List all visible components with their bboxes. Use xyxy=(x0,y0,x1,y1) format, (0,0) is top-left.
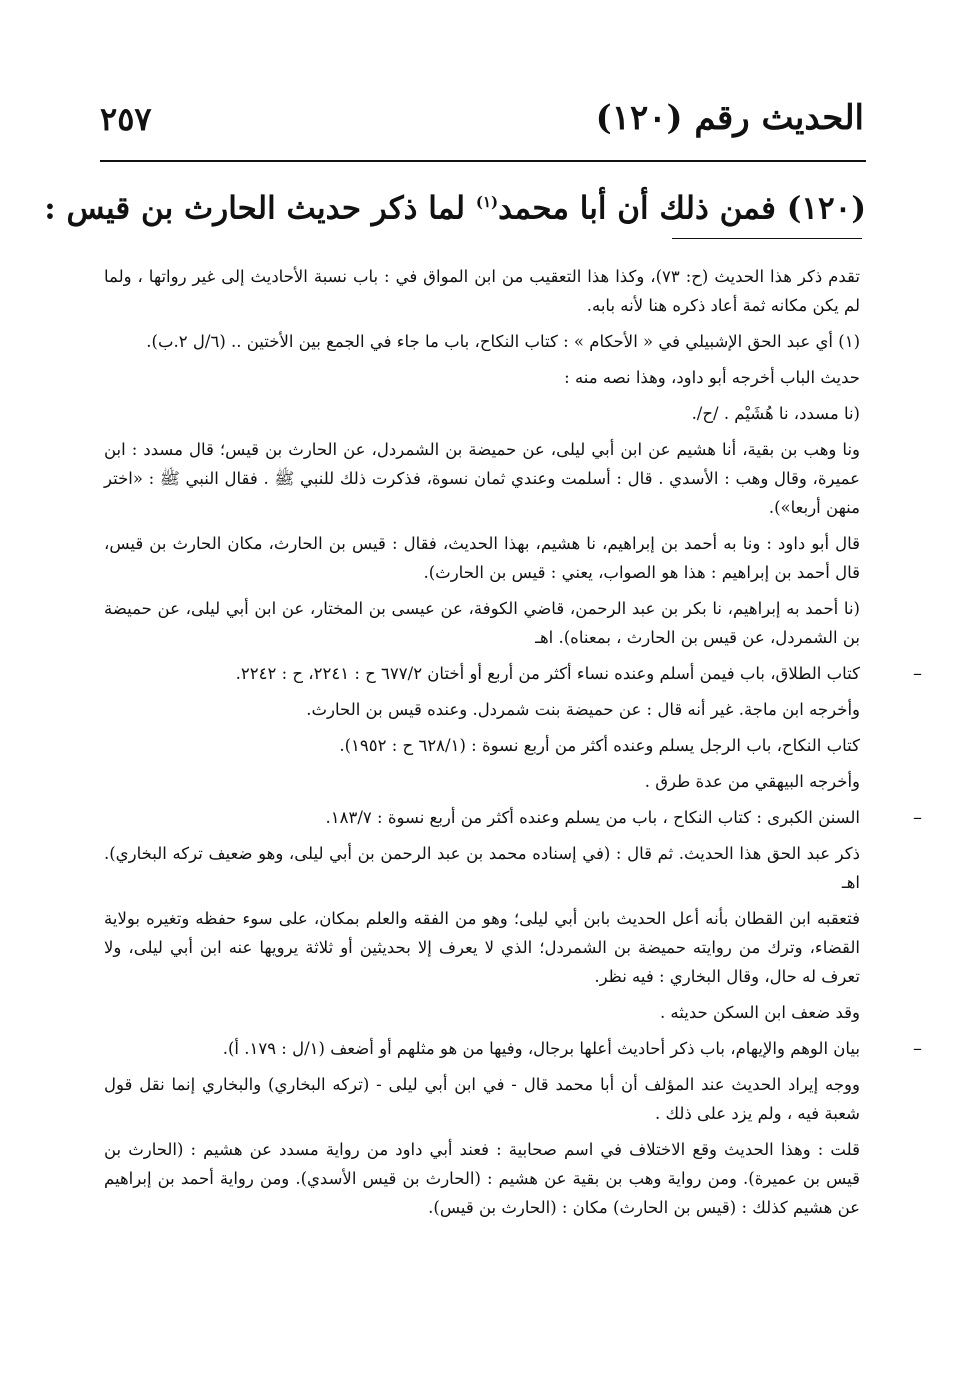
hadith-heading-text-end: لما ذكر حديث الحارث بن قيس : xyxy=(44,190,476,227)
footnote-paragraph: تقدم ذكر هذا الحديث (ح: ٧٣)، وكذا هذا التعقيب من ابن المواق في : باب نسبة الأحاديث إلى غير رواتها ، ولما لم يكن مكانه ثمة أعاد ذكره هنا لأنه بابه. xyxy=(104,267,860,315)
footnote-paragraph: قلت : وهذا الحديث وقع الاختلاف في اسم صحابية : فعند أبي داود من رواية مسدد عن هشيم : (الحارث بن قيس بن عميرة). ومن رواية وهب بن بقية عن هشيم : (الحارث بن قيس الأسدي). ومن رواية أحمد بن إبراهيم عن هشيم كذلك : (قيس بن الحارث) مكان : (الحارث بن قيس). xyxy=(104,1140,860,1217)
bullet-dash: – xyxy=(913,807,922,828)
footnote-paragraph: (نا مسدد، نا هُشَيْم . /ح/. xyxy=(691,404,860,423)
footnote-paragraph: وأخرجه ابن ماجة. غير أنه قال : عن حميضة بنت شمردل. وعنده قيس بن الحارث. xyxy=(306,700,860,719)
footnote-paragraph: قال أبو داود : ونا به أحمد بن إبراهيم، نا هشيم، بهذا الحديث، فقال : قيس بن الحارث، مكان الحارث بن قيس، قال أحمد بن إبراهيم : هذا هو الصواب، يعني : قيس بن الحارث). xyxy=(104,534,860,582)
footnote-paragraph: السنن الكبرى : كتاب النكاح ، باب من يسلم وعنده أكثر من أربع نسوة : ١٨٣/٧. xyxy=(325,808,860,827)
footnote-mark: (١) xyxy=(475,193,499,211)
footnotes-body xyxy=(104,262,922,1229)
footnote-bullet-item xyxy=(104,1034,922,1063)
footnote-paragraph: كتاب الطلاق، باب فيمن أسلم وعنده نساء أكثر من أربع أو أختان ٦٧٧/٢ ح : ٢٢٤١، ح : ٢٢٤٢. xyxy=(235,664,860,683)
footnote-paragraph: وقد ضعف ابن السكن حديثه . xyxy=(659,1003,860,1022)
footnote-paragraph: (نا أحمد به إبراهيم، نا بكر بن عبد الرحمن، قاضي الكوفة، عن عيسى بن المختار، عن ابن أبي ليلى، عن حميضة بن الشمردل، عن قيس بن الحارث ، بمعناه). اهـ xyxy=(104,599,860,647)
footnote-paragraph: ونا وهب بن بقية، أنا هشيم عن ابن أبي ليلى، عن حميضة بن الشمردل، عن الحارث بن قيس؛ قال مسدد : ابن عميرة، وقال وهب : الأسدي . قال : أسلمت وعندي ثمان نسوة، فذكرت ذلك للنبي ﷺ . فقال النبي ﷺ : «اختر منهن أربعا»). xyxy=(104,440,860,517)
hadith-heading-text: (١٢٠) فمن ذلك أن أبا محمد xyxy=(498,190,866,227)
footnote-paragraph: حديث الباب أخرجه أبو داود، وهذا نصه منه : xyxy=(564,368,860,387)
header-rule xyxy=(100,160,866,162)
footnote-bullet-item xyxy=(104,803,922,832)
footnote-paragraph: فتعقبه ابن القطان بأنه أعل الحديث بابن أبي ليلى؛ وهو من الفقه والعلم بمكان، على سوء حفظه وتغيره بولاية القضاء، وترك من روايته حميضة بن الشمردل؛ الذي لا يعرف إلا بحديثين أو ثلاثة يرويها عنه ابن أبي ليلى، ولا تعرف له حال، وقال البخاري : فيه نظر. xyxy=(104,909,860,986)
footnote-paragraph: كتاب النكاح، باب الرجل يسلم وعنده أكثر من أربع نسوة : (٦٢٨/١ ح : ١٩٥٢). xyxy=(339,736,860,755)
footnote-paragraph: وأخرجه البيهقي من عدة طرق . xyxy=(644,772,860,791)
footnote-paragraph: بيان الوهم والإيهام، باب ذكر أحاديث أعلها برجال، وفيها من هو مثلهم أو أضعف (١/ل : ١٧٩. أ). xyxy=(222,1039,860,1058)
running-header-title: الحديث رقم (١٢٠) xyxy=(595,98,864,138)
footnote-paragraph: (١) أي عبد الحق الإشبيلي في « الأحكام » : كتاب النكاح، باب ما جاء في الجمع بين الأختين .. (٦/ل ٢.ب). xyxy=(146,332,860,351)
footnote-paragraph: ذكر عبد الحق هذا الحديث. ثم قال : (في إسناده محمد بن عبد الرحمن بن أبي ليلى، وهو ضعيف تركه البخاري). اهـ xyxy=(104,844,860,892)
footnote-bullet-item xyxy=(104,659,922,688)
bullet-dash: – xyxy=(913,1038,922,1059)
running-header xyxy=(100,92,864,152)
hadith-heading xyxy=(44,170,866,240)
page-number: ٢٥٧ xyxy=(100,100,152,138)
bullet-dash: – xyxy=(913,663,922,684)
footnote-paragraph: ووجه إيراد الحديث عند المؤلف أن أبا محمد قال - في ابن أبي ليلى - (تركه البخاري) والبخاري إنما نقل قول شعبة فيه ، ولم يزد على ذلك . xyxy=(104,1075,860,1123)
footnote-separator xyxy=(672,238,862,239)
